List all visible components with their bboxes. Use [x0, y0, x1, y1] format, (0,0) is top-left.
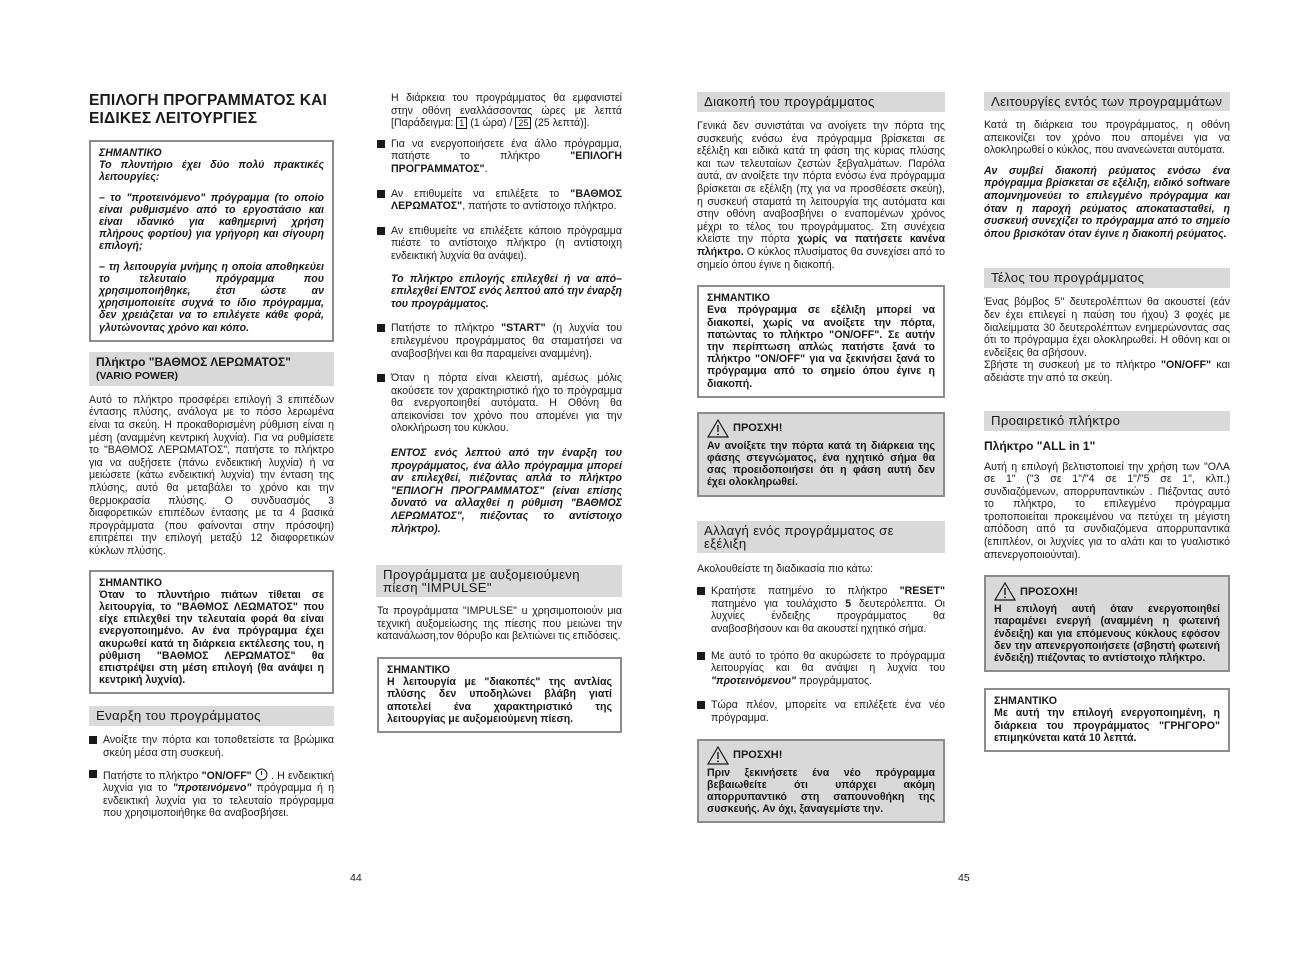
functions-emphasis: Αν συμβεί διακοπή ρεύματος ενόσω ένα πρόγραμμα βρίσκεται σε εξέλιξη, ειδικό software απομνημονεύει το επιλεγμένο πρόγραμμα και όταν η παροχή ρεύματος αποκατασταθεί, η συσκευή συνεχίζει το πρόγραμμα από το σημείο όπου βρισκόταν όταν έγινε η διακοπή ρεύματος.: [984, 164, 1230, 240]
warning-triangle-icon: [707, 419, 729, 438]
allin1-heading: Πλήκτρο "ALL in 1": [984, 438, 1096, 453]
list-item-text: Πατήστε το πλήκτρο: [391, 322, 495, 335]
change-intro: Ακολουθείστε τη διαδικασία πιο κάτω:: [697, 562, 874, 575]
warning-triangle-icon: [707, 746, 729, 765]
warning-header: [707, 419, 935, 438]
bullet-square-icon: [697, 587, 705, 595]
heading-sub: (VARIO POWER): [96, 369, 179, 382]
section-heading-end: Τέλος του προγράμματος: [984, 268, 1230, 288]
section-heading-functions: Λειτουργίες εντός των προγραμμάτων: [984, 92, 1230, 111]
text-part: και αδειάστε την από τα σκεύη.: [984, 359, 1231, 384]
list-item-text: Πατήστε το πλήκτρο: [103, 769, 199, 782]
right-page: [654, 0, 1308, 954]
impulse-text: Τα προγράμματα "IMPULSE" u χρησιμοποιούν μια τεχνική αυξομείωσης της πίεσης που μειώνει την κατανάλωση,τον θόρυβο και βελτιώνει τις επιδόσεις.: [377, 605, 622, 643]
list-item-text: Κρατήστε πατημένο το πλήκτρο: [711, 585, 888, 598]
end-text-2: [984, 359, 1230, 384]
note-heading: ΣΗΜΑΝΤΙΚΟ: [99, 147, 162, 159]
section-heading-change: Αλλαγή ενός προγράμματος σε εξέλιξη: [697, 521, 945, 553]
vario-text: Αυτό το πλήκτρο προσφέρει επιλογή 3 επιπέδων έντασης πλύσης, ανάλογα με το πόσο λερωμένα είναι τα σκεύη. Η προκαθορισμένη ρύθμιση είναι η μέση (αναμμένη κεντρική λυχνία). Για να ρυθμίσετε το "ΒΑΘΜΟΣ ΛΕΡΩΜΑΤΟΣ", πατήστε το πλήκτρο για να αυξήσετε (πάνω ενδεικτική λυχνία) ή να μειώσετε (κάτω ενδεικτική λυχνία) την ένταση της πλύσης, αυτό θα μεταβάλει το χρόνο και την θερμοκρασία πλύσης. Ο συνδυασμός 3 διαφορετικών επιπέδων έντασης με τα 4 βασικά προγράμματα (που φαίνονται στην πρόσοψη) επιτρέπει την επιλογή μεταξύ 12 διαφορετικών κύκλων πλύσης.: [89, 393, 334, 557]
list-item-text: πατημένο για τουλάχιστο: [711, 597, 838, 610]
program-name: "προτεινόμενου": [711, 674, 797, 687]
note-important-4: [697, 285, 945, 398]
note-heading: ΣΗΜΑΝΤΙΚΟ: [994, 695, 1057, 708]
bullet-square-icon: [89, 770, 97, 778]
heading-text: Πλήκτρο "ΒΑΘΜΟΣ ΛΕΡΩΜΑΤΟΣ": [96, 354, 291, 369]
section-heading-impulse: Προγράμματα με αυξομειούμενη πίεση "IMPULSE": [376, 565, 622, 597]
warning-box-2: [697, 739, 945, 824]
warning-box-3: [984, 575, 1230, 672]
list-item-text: Για να ενεργοποιήσετε ένα άλλο πρόγραμμα, πατήστε το πλήκτρο: [391, 137, 622, 163]
list-item-text: , πατήστε το αντίστοιχο πλήκτρο.: [462, 200, 617, 213]
text-part: Γενικά δεν συνιστάται να ανοίγετε την πόρτα της συσκευής ενόσω ένα πρόγραμμα βρίσκεται σε εξέλιξη και ειδικά κατά τη φάση της κύριας πλύσης και των τελευταίων ζεστών ξεβγαλμάτων. Παρόλα αυτά, αν ανοίξετε την πόρτα ενόσω ένα πρόγραμμα βρίσκεται σε εξέλιξη (πχ για να προσθέσετε σκεύη), η συσκευή σταματά τη λειτουργία της αυτόματα και στην οθόνη αναβοσβήνει ο εναπομένων χρόνος μέχρι το τέλος του προγράμματος. Στη συνέχεια κλείστε την πόρτα: [697, 120, 945, 246]
key-name: "ON/OFF": [1161, 359, 1212, 372]
list-item-text: Ανοίξτε την πόρτα και τοποθετείστε τα βρώμικα σκεύη μέσα στη συσκευή.: [103, 734, 334, 759]
warning-text: Η επιλογή αυτή όταν ενεργοποιηθεί παραμένει ενεργή (αναμμένη η φωτεινή ένδειξη) και για επόμενους κύκλους εφόσον δεν την απενεργοποιήσετε (σβηστή φωτεινή ένδειξη) πιέζοντας το αντίστοιχο πλήκτρο.: [994, 603, 1220, 665]
column-3: [697, 92, 945, 823]
note-heading: ΣΗΜΑΝΤΙΚΟ: [99, 576, 162, 589]
note-text: Το πλυντήριο έχει δύο πολύ πρακτικές λειτουργίες:: [99, 159, 324, 184]
bullet-square-icon: [377, 190, 385, 198]
functions-text: Κατά τη διάρκεια του προγράμματος, η οθόνη απεικονίζει τον χρόνο που απομένει για να ολοκληρωθεί ο κύκλος, που ανανεώνεται αυτόματα.: [984, 119, 1230, 157]
list-item-text: (η λυχνία του επιλεγμένου προγράμματος θα σταματήσει να αναβοσβήνει και θα παραμείνει αναμμένη).: [391, 322, 622, 360]
bullet-square-icon: [697, 652, 705, 660]
list-item: [377, 372, 622, 435]
note-important-1: [89, 140, 334, 342]
warning-box-1: [697, 412, 945, 497]
text-part: Σβήστε τη συσκευή με το πλήκτρο: [984, 359, 1156, 372]
text-part: Η διάρκεια του προγράμματος θα εμφανιστεί στην οθόνη εναλλάσσοντας ώρες με λεπτά [Παράδειγμα:: [391, 92, 622, 130]
note-text: Όταν το πλυντήριο πιάτων τίθεται σε λειτουργία, το "ΒΑΘΜΟΣ ΛΕΩΜΑΤΟΣ" που είχε επιλεχθεί την τελευταία φορά θα είναι ενεργοποιημένο. Αν ένα πρόγραμμα έχει ακυρωθεί κατά τη διάρκεια εκτέλεσης του, η ρύθμιση "ΒΑΘΜΟΣ ΛΕΡΩΜΑΤΟΣ" θα επιστρέψει στη μέση επιλογή (θα ανάψει η κεντρική λυχνία).: [99, 588, 324, 687]
column-4: [984, 92, 1230, 752]
list-item-text: Όταν η πόρτα είναι κλειστή, αμέσως μόλις ακούσετε τον χαρακτηριστικό ήχο το πρόγραμμα θα ενεργοποιηθεί αυτόματα. Η Οθόνη θα απεικονίσει τον χρόνο που απομένει για την ολοκλήρωση του κύκλου.: [391, 372, 622, 435]
warning-header: [707, 746, 935, 765]
text-part: (25 λεπτά)].: [534, 117, 590, 130]
key-name: "ΒΑΘΜΟΣ ΛΕΡΩΜΑΤΟΣ": [391, 187, 622, 213]
section-heading-optional: Προαιρετικό πλήκτρο: [984, 411, 1230, 431]
list-item: [697, 585, 945, 635]
key-name: "ΕΠΙΛΟΓΗ ΠΡΟΓΡΑΜΜΑΤΟΣ": [391, 150, 622, 175]
list-item-text: προγράμματος.: [799, 674, 873, 687]
note-heading: ΣΗΜΑΝΤΙΚΟ: [387, 664, 450, 676]
text-part: (1 ώρα) /: [470, 117, 513, 130]
key-name: "START": [501, 322, 546, 335]
list-item: [377, 322, 622, 360]
column-1: [89, 92, 334, 820]
warning-triangle-icon: [994, 582, 1016, 601]
note-heading: ΣΗΜΑΝΤΙΚΟ: [707, 292, 770, 305]
note-text: – το "προτεινόμενο" πρόγραμμα (το οποίο είναι ρυθμισμένο από το εργοστάσιο και είναι ιδανικό για καθημερινή χρήση πλήρους φορτίου) για γρήγορη και σίγουρη επιλογή;: [99, 191, 324, 253]
warning-header: [994, 582, 1220, 601]
list-item-text: . Η ενδεικτική λυχνία για το: [103, 769, 334, 795]
list-item: [697, 699, 945, 724]
note-important-5: [984, 688, 1230, 752]
column-2: [377, 92, 622, 733]
note-text: Ενα πρόγραμμα σε εξέλιξη μπορεί να διακοπεί, χωρίς να ανοίξετε την πόρτα, πατώντας το πλήκτρο "ON/OFF". Σε αυτήν την περίπτωση απλώς πατήστε ξανά το πλήκτρο "ON/OFF" για να ξεκινήσει ξανά το πρόγραμμα από το σημείο όπου έγινε η διακοπή.: [707, 304, 935, 390]
bullet-square-icon: [89, 736, 97, 744]
emphasis-note: ΕΝΤΟΣ ενός λεπτού από την έναρξη του προγράμματος, ένα άλλο πρόγραμμα μπορεί αν επιλεχθεί, πιέζοντας απλά το πλήκτρο "ΕΠΙΛΟΓΗ ΠΡΟΓΡΑΜΜΑΤΟΣ" (είναι επίσης δυνατό να αλλαχθεί η ρύθμιση "ΒΑΘΜΟΣ ΛΕΡΩΜΑΤΟΣ", πιέζοντας το αντίστοιχο πλήκτρο).: [391, 447, 622, 535]
warning-text: Αν ανοίξετε την πόρτα κατά τη διάρκεια της φάσης στεγνώματος, ένα ηχητικό σήμα θα σας προειδοποιήσει ότι η φάση αυτή δεν έχει ολοκληρωθεί.: [707, 439, 935, 489]
list-item-text: Με αυτό το τρόπο θα ακυρώσετε το πρόγραμμα λειτουργίας και θα ανάψει η λυχνία του: [711, 649, 945, 675]
allin1-text: Αυτή η επιλογή βελτιστοποιεί την χρήση των "ΟΛΑ σε 1" ("3 σε 1"/"4 σε 1"/"5 σε 1", κλπ.) συνδιαζόμενων, απορρυπαντικών . Πιέζοντας αυτό το πλήκτρο, το επιλεγμένο πρόγραμμα τροποποιείται προκειμένου να πετύχει τη μέγιστη απόδοση από τα συνδιαζόμενα απορρυπαντικά (επιπλέον, οι λυχνίες για το αλάτι και το γυαλιστικό απενεργοποιούνται).: [984, 460, 1230, 561]
bullet-square-icon: [697, 701, 705, 709]
seconds-count: 5: [845, 597, 852, 610]
list-item: [377, 225, 622, 263]
warning-text: Πριν ξεκινήσετε ένα νέο πρόγραμμα βεβαιωθείτε ότι υπάρχει ακόμη απορρυπαντικό στη σαπουνοθήκη της συσκευής. Αν όχι, ξαναγεμίστε την.: [707, 766, 935, 816]
page-number: 45: [958, 872, 970, 884]
bullet-square-icon: [377, 374, 385, 382]
list-item: [89, 734, 334, 759]
list-item-text: Αν επιθυμείτε να επιλέξετε το: [391, 187, 560, 200]
end-text: Ένας βόμβος 5'' δευτερολέπτων θα ακουστεί (εάν δεν έχει επιλεγεί η παύση του ήχου) 3 φοχές με διαλείμματα 30 δευτερολέπτων ενημερώνοντας σας ότι το πρόγραμμα έχει ολοκληρωθεί. Η οθόνη και οι ενδείξεις θα σβήσουν.: [984, 296, 1230, 359]
note-text: – τη λειτουργία μνήμης η οποία αποθηκεύει το τελευταίο πρόγραμμα που χρησιμοποιήθηκε, έτσι ώστε αν χρησιμοποιείτε συχνά το ίδιο πρόγραμμα, δεν χρειάζεται να το επιλέγετε κάθε φορά, γλυτώνοντας χρόνο και κόπο.: [99, 260, 324, 334]
page-title: ΕΠΙΛΟΓΗ ΠΡΟΓΡΑΜΜΑΤΟΣ ΚΑΙ ΕΙΔΙΚΕΣ ΛΕΙΤΟΥΡΓΙΕΣ: [89, 92, 327, 127]
page-number: 44: [350, 872, 362, 884]
note-text: Η λειτουργία με "διακοπές" της αντλίας πλύσης δεν υποδηλώνει βλάβη γιατί αποτελεί ένα χαρακτηριστικό της λειτουργίας με αυξομειούμενη πίεση.: [387, 676, 612, 725]
key-name: "ON/OFF": [201, 769, 252, 782]
duration-text: [377, 92, 622, 130]
key-name: "RESET": [899, 585, 945, 598]
list-item-text: πρόγραμμα ή η ενδεικτική λυχνία για το τελευταίο πρόγραμμα που χρησιμοποιήθηκε θα αναβοσβήσει.: [103, 782, 334, 820]
program-name: "προτεινόμενο": [172, 782, 252, 795]
list-item: [377, 188, 622, 213]
note-important-2: [89, 570, 334, 695]
warning-heading: ΠΡΟΣΧΗ!: [733, 422, 783, 435]
warning-heading: ΠΡΟΣΟΧΗ!: [1020, 585, 1078, 598]
emphasis-note: Το πλήκτρο επιλογής επιλεχθεί ή να από–επιλεχθεί ΕΝΤΟΣ ενός λεπτού από την έναρξη του προγράμματος.: [391, 272, 622, 310]
section-heading-start: Εναρξη του προγράμματος: [89, 706, 334, 726]
bullet-square-icon: [377, 140, 385, 148]
list-item-text: Τώρα πλέον, μπορείτε να επιλέξετε ένα νέο πρόγραμμα.: [711, 699, 945, 724]
section-heading-vario: [89, 352, 334, 386]
text-bold: χωρίς να πατήσετε κανένα πλήκτρο.: [697, 233, 945, 258]
power-icon: [255, 768, 268, 781]
bullet-square-icon: [377, 227, 385, 235]
list-item-text: δευτερόλεπτα. Οι λυχνίες ένδειξης προγράμματος θα αναβοσβήσουν και θα ακουστεί ηχητικό σήμα.: [711, 597, 945, 635]
note-text: Με αυτή την επιλογή ενεργοποιημένη, η διάρκεια του προγράμματος "ΓΡΗΓΟΡΟ" επιμηκύνεται κατά 10 λεπτά.: [994, 707, 1220, 744]
warning-heading: ΠΡΟΣΧΗ!: [733, 749, 783, 761]
list-item: [89, 768, 334, 820]
display-digit-box: 1: [456, 117, 467, 129]
list-item-text: Αν επιθυμείτε να επιλέξετε κάποιο πρόγραμμα πιέστε το αντίστοιχο πλήκτρο (η αντίστοιχη ενδεικτική λυχνία θα ανάψει).: [391, 224, 622, 262]
display-digit-box: 25: [515, 117, 531, 129]
list-item: [697, 650, 945, 688]
interrupt-text: [697, 120, 945, 271]
bullet-square-icon: [377, 324, 385, 332]
text-part: Ο κύκλος πλυσίματος θα συνεχίσει από το σημείο όπου έγινε η διακοπή.: [697, 245, 945, 271]
note-important-3: [377, 657, 622, 733]
list-item: Για να ενεργοποιήσετε ένα άλλο πρόγραμμα, πατήστε το πλήκτρο "ΕΠΙΛΟΓΗ ΠΡΟΓΡΑΜΜΑΤΟΣ".: [377, 138, 622, 176]
section-heading-interrupt: Διακοπή του προγράμματος: [697, 92, 945, 112]
